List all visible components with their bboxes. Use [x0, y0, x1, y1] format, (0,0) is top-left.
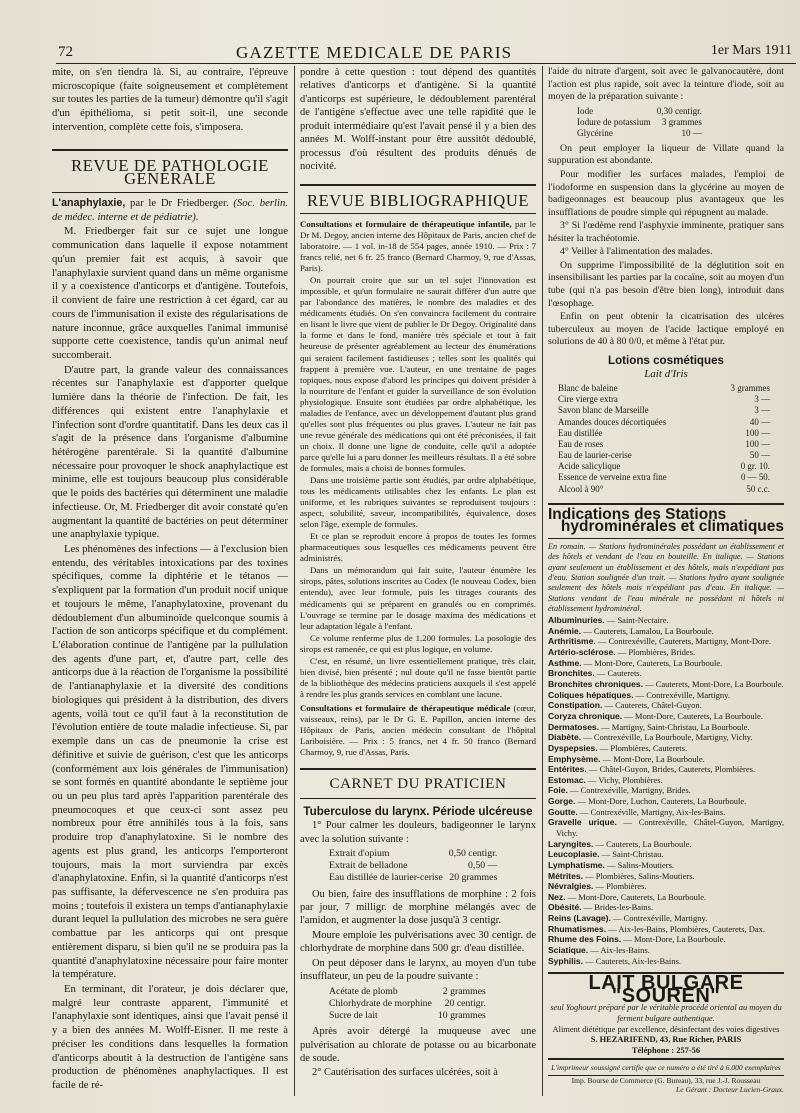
section-rule	[52, 149, 288, 151]
advertisement	[548, 972, 784, 1060]
paragraph: C'est, en résumé, un livre essentiellement pratique, très clair, bien divisé, bien présenté ; nul doute qu'il ne fasse bientôt partie de la bibliothèque des médecins praticiens auxquels il s'est appelé à rendre les plus grands services en comblant une lacune.	[300, 655, 536, 699]
prescription-row	[326, 848, 500, 860]
lotion-row	[558, 383, 770, 394]
station-entry	[548, 679, 784, 690]
station-entry	[548, 636, 784, 647]
ingredient: Iodure de potassium	[577, 117, 651, 128]
section-rule	[300, 184, 536, 186]
paragraph: Moure emploie les pulvérisations avec 30 centigr. de chlorhydrate de morphine dans 500 gr. d'eau distillée.	[300, 929, 536, 955]
paragraph: 1° Pour calmer les douleurs, badigeonner le larynx avec la solution suivante :	[300, 820, 536, 845]
dose: 0 — 50.	[740, 472, 770, 483]
station-entry	[548, 690, 784, 701]
paragraph: Et ce plan se reproduit encore à propos de toutes les formes pharmaceutiques sous lesquelles ces médicaments peuvent être administrés.	[300, 531, 536, 564]
condition-name: Rhumatismes.	[548, 923, 607, 934]
ingredient: Extrait d'opium	[329, 847, 390, 859]
station-names: — Cauterets, La Bourboule.	[595, 838, 692, 849]
book-review-1	[300, 219, 536, 758]
station-entry	[548, 817, 784, 838]
ingredient: Amandes douces décortiquées	[558, 416, 667, 427]
station-entry	[548, 839, 784, 850]
station-entry	[548, 754, 784, 765]
ingredient: Alcool à 90°	[558, 483, 604, 494]
station-entry	[548, 892, 784, 903]
dose: 3 —	[754, 394, 770, 405]
ingredient: Blanc de baleine	[558, 382, 618, 393]
section-title: CARNET DU PRATICIEN	[329, 776, 507, 793]
station-names: — Mont-Dore, Cauterets, La Bourboule.	[624, 710, 763, 721]
lotion-row	[558, 461, 770, 472]
condition-name: Gravelle urique.	[548, 817, 617, 828]
station-names: — Contrexéville, Martigny.	[635, 689, 730, 700]
paragraph: 4° Veiller à l'alimentation des malades.	[560, 246, 713, 258]
station-entry	[548, 871, 784, 882]
station-names: — Mont-Dore, La Bourboule.	[602, 753, 705, 764]
ingredient: Sucre de lait	[329, 1009, 378, 1021]
station-names: — Contrexéville, La Bourboule, Martigny, Vichy.	[583, 732, 753, 743]
ingredient: Acétate de plomb	[329, 985, 398, 997]
paragraph: Ce volume renferme plus de 1.200 formules. La posologie des sirops est ramenée, ce qui est plus logique, en volume.	[300, 632, 536, 654]
condition-name: Albuminuries.	[548, 615, 605, 626]
station-names: — Plombières, Brides.	[617, 647, 696, 658]
prescription-row	[326, 872, 500, 884]
subheading: Tuberculose du larynx. Période ulcéreuse	[303, 804, 533, 818]
station-entry	[548, 807, 784, 818]
station-entry	[548, 732, 784, 743]
paragraph: Enfin on peut obtenir la cicatrisation des ulcères tuberculeux au moyen de l'acide lactique employé en solutions de 40 à 80 0/0, et même à l'état pur.	[548, 311, 784, 348]
station-names: — Aix-les-Bains.	[590, 945, 650, 956]
condition-name: Bronchites.	[548, 668, 595, 679]
station-entry	[548, 647, 784, 658]
ingredient: Acide salicylique	[558, 461, 621, 472]
station-entry	[548, 796, 784, 807]
station-names: — Contrexéville, Châtel-Guyon, Martigny, Vichy.	[556, 817, 784, 838]
book-title: Consultations et formulaire de thérapeutique médicale	[300, 702, 511, 713]
paragraph: Après avoir détergé la muqueuse avec une pulvérisation au chlorate de potasse ou au bicarbonate de soude.	[300, 1026, 536, 1064]
station-names: — Saint-Nectaire.	[606, 615, 669, 626]
prescription-table	[326, 848, 500, 885]
station-entry	[548, 711, 784, 722]
prescription-row	[326, 998, 489, 1010]
lotion-row	[558, 428, 770, 439]
dose: 3 grammes	[730, 382, 770, 393]
ad-line: Aliment diététique par excellence, désinfectant des voies digestives	[552, 1023, 780, 1034]
dose: 3 —	[754, 405, 770, 416]
column-3	[548, 66, 784, 1094]
dose: 40 —	[749, 416, 770, 427]
condition-name: Leucoplasie.	[548, 849, 600, 860]
station-names: — Brides-les-Bains.	[583, 902, 654, 913]
station-names: — Salins-Moutiers.	[606, 859, 675, 870]
book-reference: (cœur, vaisseaux, reins), par le Dr G. E. Papillon, ancien interne des Hôpitaux de Paris, ancien médecin consultant de l'hôpital Lariboisière. — Prix : 5 francs, net 4 fr. 50 franco (Bernard Charmoy, 9, rue d'Assas, Paris.	[300, 702, 536, 758]
book-reference: par le Dr M. Degoy, ancien interne des Hôpitaux de Paris, ancien chef de laboratoire. — 1 vol. in-18 de 554 pages, année 1910. — Prix : 7 francs relié, net 6 fr. 25 franco (Bernard Charmoy, 9, rue d'Assas, Paris).	[300, 218, 536, 274]
station-entry	[548, 775, 784, 786]
condition-name: Rhume des Foins.	[548, 934, 622, 945]
station-names: — Saint-Christau.	[601, 849, 664, 860]
lotion-row	[558, 394, 770, 405]
dose: 3 grammes	[661, 117, 702, 128]
condition-name: Dermatoses.	[548, 721, 600, 732]
article-heading	[52, 197, 288, 224]
lotion-row	[558, 405, 770, 416]
condition-name: Reins (Lavage).	[548, 913, 611, 924]
prescription-row	[574, 106, 705, 117]
paragraph: On supprime l'impossibilité de la déglutition soit en insensibilisant les parties par la cocaïne, soit au moyen d'un tube (qui n'a pas besoin d'être bien long), introduit dans l'œsophage.	[548, 259, 784, 309]
paragraph: 2° Cautérisation des surfaces ulcérées, soit à	[312, 1067, 498, 1079]
condition-name: Constipation.	[548, 700, 603, 711]
dose: 2 grammes	[442, 985, 486, 997]
station-names: — Cauterets, Aix-les-Bains.	[585, 955, 681, 966]
issue-date: 1er Mars 1911	[710, 43, 792, 58]
station-names: — Vichy, Plombières.	[587, 774, 663, 785]
paragraph: 3° Si l'œdème rend l'asphyxie imminente, pratiquer sans hésiter la trachéotomie.	[548, 220, 784, 244]
condition-name: Sciatique.	[548, 945, 589, 956]
dose: 0 gr. 10.	[740, 461, 770, 472]
ingredient: Extrait de belladone	[329, 860, 408, 872]
station-names: — Mont-Dore, Cauterets, La Bourboule.	[583, 657, 723, 668]
prescription-row	[574, 128, 705, 139]
station-names: — Mont-Dore, Luchon, Cauterets, La Bourboule.	[577, 796, 747, 807]
section-rule	[300, 213, 536, 214]
condition-name: Syphilis.	[548, 955, 583, 966]
book-title: Consultations et formulaire de thérapeutique infantile,	[300, 218, 512, 229]
condition-name: Goutte.	[548, 806, 578, 817]
column-divider	[542, 66, 543, 1096]
ingredient: Essence de verveine extra fine	[558, 472, 667, 483]
condition-name: Arthritisme.	[548, 636, 596, 647]
journal-title: GAZETTE MEDICALE DE PARIS	[236, 43, 513, 62]
station-entry	[548, 902, 784, 913]
station-entry	[548, 626, 784, 637]
stations-heading	[548, 503, 784, 539]
paragraph: On pourrait croire que sur un tel sujet l'innovation est impossible, et qu'un formulaire ne saurait différer d'un autre que par l'abondance des matières, le nombre des maladies et des médicaments étudiés. On s'en convaincra facilement du contraire en lisant le livre que vient de publier le Dr Degoy. Originalité dans la forme et dans le fond, manière très spéciale et tout à fait heureuse de présenter agréablement au lecteur des énumérations qui seraient facilement fastidieuses ; telles sont les qualités qui frappent à première vue. L'auteur, en une trentaine de pages topiques, nous expose d'abord les principes qui doivent présider à la nourriture de l'enfant et guider la surveillance de son évolution physiologique. Ensuite sont étudiées par ordre alphabétique, les maladies de l'enfance, avec un développement d'autant plus grand qu'elles sont plus fréquentes ou plus graves. L'auteur ne fait pas une revue générale des médications qui ont été préconisées, il fait un choix. Il donne une ligne de conduite, celle qu'il a adoptée parce qu'elle lui a paru donner les meilleurs résultats. Il a été sobre de formules, mais a choisi de bonnes formules.	[300, 275, 536, 473]
station-entry	[548, 764, 784, 775]
ingredient: Glycérine	[577, 128, 613, 139]
station-names: — Plombières, Cauterets.	[599, 742, 688, 753]
paragraph: En terminant, dit l'orateur, je dois déclarer que, malgré leur contraste apparent, l'immunité et l'anaphylaxie sont identiques, ainsi que l'avait pensé il y a bien des années M. Wolff-Eisner. Il me reste à préciser les conditions dans lesquelles la formation d'anticorps aboutit à la destruction de l'antigène sans production de phénomènes anaphylactiques. Il est facile de ré-	[52, 983, 288, 1092]
print-run-note: L'imprimeur soussigné certifie que ce numéro a été tiré à 6.000 exemplaires	[551, 1063, 781, 1073]
station-names: — Cauterets, Châtel-Guyon.	[604, 700, 702, 711]
paragraph: Ou bien, faire des insufflations de morphine : 2 fois par jour, 7 milligr. de morphine mélangés avec de l'amidon, et augmenter la dose jusqu'à 3 centigr.	[300, 888, 536, 927]
dose: 50 c.c.	[746, 483, 770, 494]
lotion-row	[558, 450, 770, 461]
station-entry	[548, 945, 784, 956]
dose: 20 centigr.	[444, 997, 486, 1009]
dose: 0,50 —	[468, 860, 498, 872]
printer-line: Imp. Bourse de Commerce (G. Bureau), 33, rue J.-J. Rousseau	[548, 1075, 784, 1085]
station-names: — Martigny, Saint-Christau, La Bourboule.	[601, 721, 750, 732]
subheading: Lotions cosmétiques	[608, 353, 724, 367]
article-byline: par le Dr Friedberger.	[130, 197, 229, 210]
stations-list	[548, 615, 784, 966]
condition-name: Diabète.	[548, 732, 582, 743]
lotion-row	[558, 417, 770, 428]
stations-title: Indications des Stations	[548, 505, 727, 523]
continuation-text: pondre à cette question : tout dépend des quantités relatives d'anticorps et d'antigène. Si la quantité d'anticorps est supérieure, le dédoublement parentéral de l'antigène s'effectue avec une telle rapidité que le produit intermédiaire qu'est l'avait pensé il y a bien des années M. Wolff-instant pour être aussitôt dédoublé, processus d'où résultent des produits dénués de nocivité.	[300, 67, 536, 173]
dose: 100 —	[745, 427, 770, 438]
paragraph: Les phénomènes des infections — à l'exclusion bien entendu, des véritables intoxications par des toxines spécifiques, comme la diphtérie et le tétanos — s'expliquent par la formation d'un produit nocif unique et toujours le même, l'anaphylatoxine, provenant du dédoublement d'un albuminoïde quelconque soumis à l'action de son anticorps spécifique et du complément. L'élaboration continue de l'antigène par la pullulation des agents d'une part, et, d'autre part, celle des anticorps due à la réaction de l'organisme la possibilité de l'antianaphylaxie et la diversité des conditions biologiques qui président à la distribution, des divers agents, voilà tout ce qu'il faut à la reconstitution de l'évolution entière de toute maladie infectieuse. Si, par exemple dans un cas de pneumonie la crise est définitive et suivie de guérison, c'est que les anticorps (conformément aux lois générales de l'immunisation) se sont formés en quantité abondante le septième jour ou un peu plus tard après l'apparition parentérale des pneumocoques et que ceux-ci sont assez peu nombreux pour être annihilés tous à la fois, sans produire trop d'anaphylatoxine. Si le nombre des agents est plus grand, les anticorps l'emporteront toujours, mais la mort surviendra par excès d'anaphylatoxine. Enfin, si la quantité d'anticorps n'est pas suffisante, la défervescence ne s'en produira pas moins ; toutefois il existera un temps d'antianaphylaxie durant lequel la pullulation des microbes ne sera guère combattue par les anticorps qui ont presque entièrement disparu, si bien qu'il ne se produira pas la quantité d'anaphylatoxine nécessaire pour faire monter la température.	[52, 543, 288, 981]
recipe-name: Lait d'Iris	[644, 368, 688, 381]
ad-line: Téléphone : 257-56	[631, 1044, 701, 1055]
ingredient: Eau distillée	[558, 427, 603, 438]
paragraph: On peut employer la liqueur de Villate quand la suppuration est abondante.	[548, 142, 784, 167]
station-names: — Châtel-Guyon, Brides, Cauterets, Plombières.	[588, 764, 756, 775]
condition-name: Entérites.	[548, 764, 587, 775]
condition-name: Laryngites.	[548, 838, 594, 849]
prescription-row	[574, 117, 705, 128]
station-entry	[548, 615, 784, 626]
condition-name: Gorge.	[548, 796, 576, 807]
section-rule	[300, 798, 536, 799]
station-names: — Contrexéville, Martigny.	[612, 913, 708, 924]
condition-name: Estomac.	[548, 774, 586, 785]
station-entry	[548, 849, 784, 860]
station-names: — Contrexéville, Martigny, Aix-les-Bains.	[579, 806, 726, 817]
article-lead: L'anaphylaxie,	[52, 197, 126, 210]
station-names: — Plombières, Salins-Moutiers.	[585, 870, 695, 881]
ingredient: Eau de laurier-cerise	[558, 450, 632, 461]
ingredient: Savon blanc de Marseille	[558, 405, 649, 416]
condition-name: Obésité.	[548, 902, 582, 913]
prescription-table	[574, 106, 705, 140]
article-source: (Soc. berlin. de médec. interne et de pédiatrie).	[52, 197, 288, 223]
section-rule	[300, 768, 536, 770]
condition-name: Dyspepsies.	[548, 742, 598, 753]
dose: 0,50 centigr.	[448, 847, 498, 859]
prescription-table	[326, 986, 489, 1023]
station-entry	[548, 860, 784, 871]
condition-name: Asthme.	[548, 657, 582, 668]
continuation-text: l'aide du nitrate d'argent, soit avec le galvanocautère, dont l'action est plus rapide, soit avec la teinture d'iode, soit au moyen de la préparation suivante :	[548, 66, 784, 103]
section-title: REVUE BIBLIOGRAPHIQUE	[306, 190, 530, 210]
paragraph: Dans un mémorandum qui fait suite, l'auteur énumère les sirops, pâtes, solutions inscrites au Codex (le nouveau Codex, bien entendu), avec leur formule, puis les titrages courants des médicaments qui se préparent en granulés ou en comprimés. L'ouvrage se termine par le dosage maxima des médications et leur adaptation légale à l'enfant.	[300, 565, 536, 631]
page-header	[56, 40, 796, 64]
paragraph: Pour modifier les surfaces malades, l'emploi de l'iodoforme en suspension dans la glycérine au moyen de badigeonnages est beaucoup plus avantageux que les insufflations de poudre simple qui répugnent au malade.	[548, 168, 784, 218]
paragraph: D'autre part, la grande valeur des connaissances récentes sur l'anaphylaxie est d'apporter quelque lumière dans la théorie de l'infection. De fait, les différences qui existent entre l'anaphylaxie et l'infection sont d'ordre quantitatif. Dans les deux cas il s'agit de la présence dans l'organisme d'albumine hétérogène parentérale. Si la quantité d'albumine nécessaire pour provoquer le shock anaphylactique est minime, elle est toujours beaucoup plus considérable que le poids des bactéries qui déterminent une maladie infectieuse. Or, M. Friedberger dit avoir constaté qu'en augmentant la quantité de bactéries on peut déterminer une anaphylaxie typique.	[52, 363, 288, 541]
dose: 10 grammes	[437, 1009, 486, 1021]
station-names: — Mont-Dore, La Bourboule.	[623, 934, 726, 945]
station-entry	[548, 658, 784, 669]
section-title: REVUE DE PATHOLOGIE GÉNÉRALE	[71, 155, 269, 189]
ingredient: Cire vierge extra	[558, 394, 618, 405]
condition-name: Coliques hépatiques.	[548, 689, 634, 700]
dose: 10 —	[681, 128, 702, 139]
page-number: 72	[58, 44, 73, 60]
station-names: — Mont-Dore, Cauterets, La Bourboule.	[567, 891, 707, 902]
lotion-row	[558, 472, 770, 483]
condition-name: Bronchites chroniques.	[548, 679, 643, 690]
column-1	[52, 66, 288, 1094]
condition-name: Nez.	[548, 891, 566, 902]
ad-line: seul Yoghourt préparé par le véritable procédé oriental au moyen du ferment bulgare authentique.	[550, 1002, 782, 1023]
station-names: — Cauterets.	[596, 668, 642, 679]
condition-name: Névralgies.	[548, 881, 594, 892]
station-entry	[548, 785, 784, 796]
ingredient: Eau de roses	[558, 438, 604, 449]
continuation-text: mite, on s'en tiendra là. Si, au contraire, l'épreuve microscopique (faite soigneusement et complètement sur toutes les parties de la tumeur) démontre qu'il s'agit d'un épithélioma, si petit soit-il, une seconde intervention, complète cette fois, s'imposera.	[52, 66, 288, 133]
dose: 0,30 centigr.	[656, 105, 702, 116]
station-entry	[548, 924, 784, 935]
column-divider	[294, 66, 295, 1096]
ad-title: LAIT BULGARE "SOUREN"	[588, 972, 744, 1007]
paragraph: On peut déposer dans le larynx, au moyen d'un tube insufflateur, un peu de la poudre suivante :	[300, 957, 536, 983]
station-names: — Contrexéville, Cauterets, Martigny, Mont-Dore.	[597, 636, 772, 647]
lotion-row	[558, 439, 770, 450]
manager-line: Le Gérant : Docteur Lucien-Graux.	[676, 1085, 784, 1094]
stations-legend: En romain. — Stations hydrominérales possédant un établissement et des hôtels et vendant de l'eau en bouteille. En italique. — Stations ayant seulement un établissement et des hôtels, mais n'expédiant pas d'eau. Station soulignée d'un trait. — Stations hydro ayant soulignée seulement des hôtels mais n'expédiant pas d'eau. En italique. — Stations vendant de l'eau minérale ne possédant ni hôtels ni établissement hydrominéral.	[548, 541, 784, 613]
dose: 20 grammes	[449, 872, 498, 884]
station-names: — Aix-les-Bains, Plombières, Cauterets, Dax.	[608, 923, 765, 934]
station-entry	[548, 722, 784, 733]
paragraph: Dans une troisième partie sont étudiés, par ordre alphabétique, tous les médicaments utilisables chez les enfants. Le plan est uniforme, et les rubriques suivantes se reproduisent toujours : aspect, solubilité, saveur, incompatibilités, équivalence, doses selon l'âge, exemple de formules.	[300, 475, 536, 530]
dose: 100 —	[745, 438, 770, 449]
station-entry	[548, 743, 784, 754]
prescription-row	[326, 1010, 489, 1022]
station-names: — Cauterets, Lamalou, La Bourboule.	[583, 625, 714, 636]
station-entry	[548, 668, 784, 679]
paragraph: M. Friedberger fait sur ce sujet une longue communication dans laquelle il expose notamment qu'un premier fait est acquis, à savoir que l'anaphylaxie survient quand dans un même organisme il y a coexistence d'anticorps et d'antigène. Toutefois, il convient de faire une restriction à cet égard, car au cours de l'immunisation il existe des régularisations de nature inconnue, grâce auxquelles l'animal immunisé supporte cette coexistence, tandis qu'un animal neuf succomberait.	[52, 225, 288, 361]
condition-name: Coryza chronique.	[548, 710, 623, 721]
station-entry	[548, 956, 784, 967]
ingredient: Iode	[577, 105, 594, 116]
station-names: — Plombières.	[595, 881, 647, 892]
condition-name: Foie.	[548, 785, 568, 796]
column-2	[300, 66, 536, 1081]
condition-name: Métrites.	[548, 870, 583, 881]
station-names: — Cauterets, Mont-Dore, La Bourboule.	[645, 679, 784, 690]
station-entry	[548, 934, 784, 945]
stations-title: hydrominérales et climatiques	[560, 518, 784, 536]
condition-name: Anémie.	[548, 625, 582, 636]
prescription-row	[326, 986, 489, 998]
condition-name: Emphysème.	[548, 753, 601, 764]
prescription-row	[326, 860, 500, 872]
lotions-table	[558, 383, 770, 495]
ad-line: S. HEZARIFEND, 43, Rue Richer, PARIS	[590, 1034, 742, 1045]
ingredient: Chlorhydrate de morphine	[329, 997, 432, 1009]
station-entry	[548, 913, 784, 924]
station-entry	[548, 881, 784, 892]
section-rule	[52, 192, 288, 193]
lotion-row	[558, 484, 770, 495]
dose: 50 —	[749, 450, 770, 461]
condition-name: Lymphatisme.	[548, 859, 605, 870]
station-names: — Contrexéville, Martigny, Brides.	[569, 785, 691, 796]
station-entry	[548, 700, 784, 711]
ingredient: Eau distillée de laurier-cerise	[329, 872, 443, 884]
condition-name: Artério-sclérose.	[548, 647, 616, 658]
